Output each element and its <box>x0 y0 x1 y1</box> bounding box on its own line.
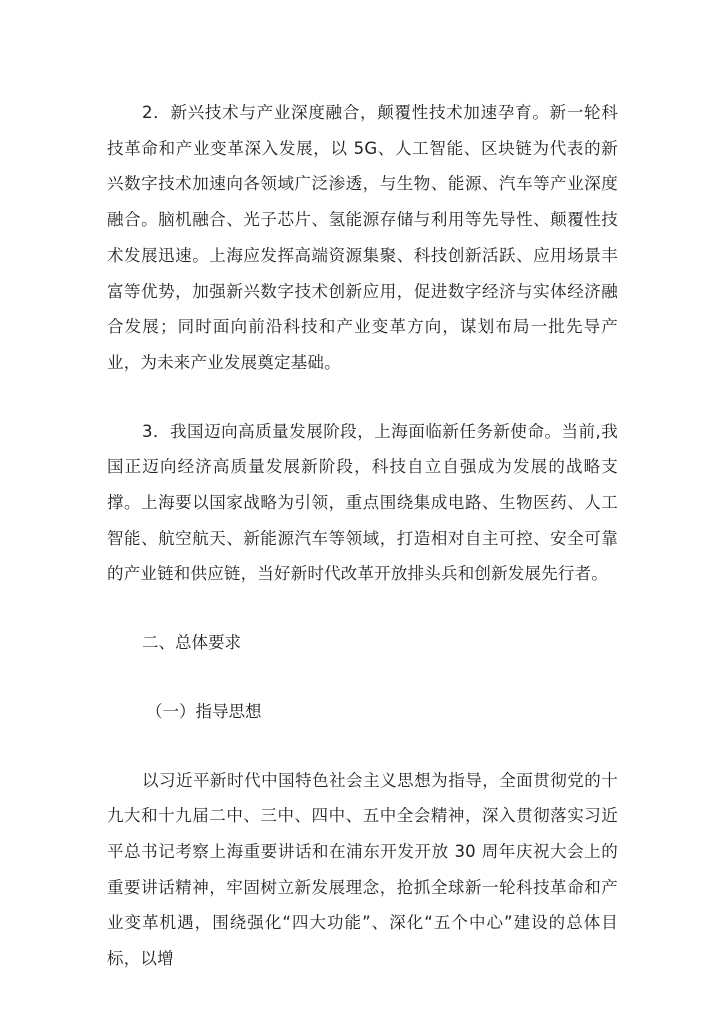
section-heading: 二、总体要求 <box>142 633 241 653</box>
paragraph-guiding-ideology: 以习近平新时代中国特色社会主义思想为指导，全面贯彻党的十九大和十九届二中、三中、四中、五中全会精神，深入贯彻落实习近平总书记考察上海重要讲话和在浦东开发开放 30 周年庆祝大会上的重要讲话精神，牢固树立新发展理念，抢抓全球新一轮科技革命和产业变革机遇，围绕强化“四大功能”、深化“五个中心”建设的总体目标，以增 <box>107 770 618 969</box>
subsection-heading: （一）指导思想 <box>146 701 262 721</box>
paragraph-emerging-tech: 2．新兴技术与产业深度融合，颠覆性技术加速孕育。新一轮科技革命和产业变革深入发展，以 5G、人工智能、区块链为代表的新兴数字技术加速向各领域广泛渗透，与生物、能源、汽车等产业深度融合。脑机融合、光子芯片、氢能源存储与利用等先导性、颠覆性技术发展迅速。上海应发挥高端资源集聚、科技创新活跃、应用场景丰富等优势，加强新兴数字技术创新应用，促进数字经济与实体经济融合发展；同时面向前沿科技和产业变革方向，谋划布局一批先导产业，为未来产业发展奠定基础。 <box>107 103 618 372</box>
paragraph-high-quality-development: 3．我国迈向高质量发展阶段，上海面临新任务新使命。当前,我国正迈向经济高质量发展新阶段，科技自立自强成为发展的战略支撑。上海要以国家战略为引领，重点围绕集成电路、生物医药、人工智能、航空航天、新能源汽车等领域，打造相对自主可控、安全可靠的产业链和供应链，当好新时代改革开放排头兵和创新发展先行者。 <box>107 421 618 584</box>
document-page <box>107 95 618 977</box>
